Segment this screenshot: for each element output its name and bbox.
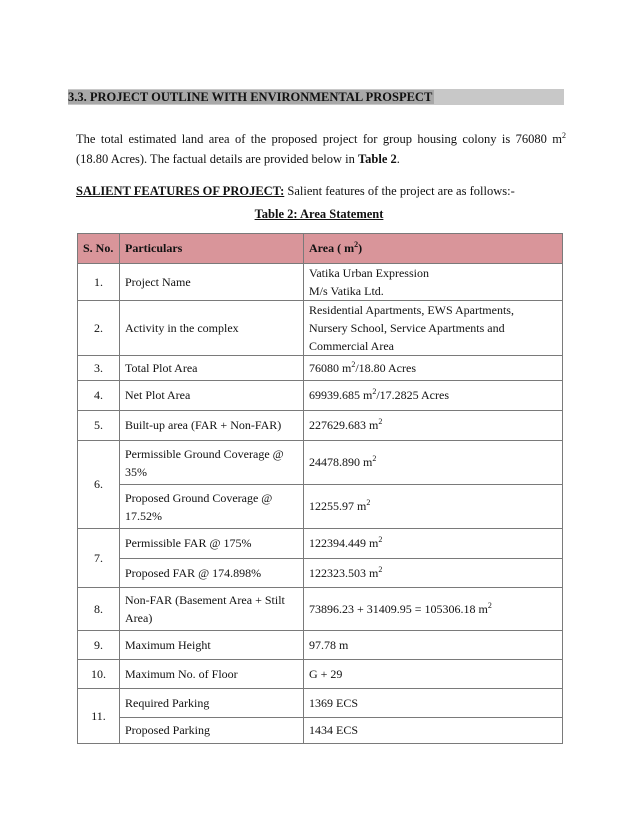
- table-caption: Table 2: Area Statement: [254, 207, 384, 221]
- table-row: 10. Maximum No. of Floor G + 29: [78, 660, 563, 689]
- table-row: 8. Non-FAR (Basement Area + Stilt Area) 73896.23 + 31409.95 = 105306.18 $m^2$: [78, 588, 563, 631]
- salient-features-line: SALIENT FEATURES OF PROJECT: Salient features of the project are as follows:-: [76, 184, 515, 198]
- area-statement-table: [77, 233, 563, 744]
- table-row: Proposed Parking 1434 ECS: [78, 718, 563, 744]
- salient-heading: SALIENT FEATURES OF PROJECT:: [76, 184, 285, 198]
- table-row: 6. Permissible Ground Coverage @ 35% 24478.890 $m^2$: [78, 441, 563, 485]
- section-heading: 3.3. PROJECT OUTLINE WITH ENVIRONMENTAL PROSPECT: [68, 89, 564, 105]
- table-row: 11. Required Parking 1369 ECS: [78, 689, 563, 718]
- table-row: 2. Activity in the complex Residential Apartments, EWS Apartments, Nursery School, Service Apartments and Commercial Area: [78, 301, 563, 356]
- table-header-row: [78, 234, 563, 264]
- intro-paragraph: The total estimated land area of the proposed project for group housing colony is 76080 $m^2$ (18.80 Acres). The factual details are provided below in Table 2.: [76, 130, 566, 166]
- table-row: 5. Built-up area (FAR + Non-FAR) 227629.683 $m^2$: [78, 411, 563, 441]
- header-area: Area ( $m^2$): [304, 234, 563, 264]
- table-row: Proposed FAR @ 174.898% 122323.503 $m^2$: [78, 559, 563, 588]
- header-sno: S. No.: [78, 234, 120, 264]
- table-row: 4. Net Plot Area 69939.685 $m^2/17.2825$ Acres: [78, 381, 563, 411]
- table-row: 3. Total Plot Area 76080 $m^2/18.80$ Acres: [78, 356, 563, 381]
- table-row: 9. Maximum Height 97.78 m: [78, 631, 563, 660]
- header-particulars: Particulars: [120, 234, 304, 264]
- table-row: 1. Project Name Vatika Urban Expression M/s Vatika Ltd.: [78, 264, 563, 301]
- table-row: 7. Permissible FAR @ 175% 122394.449 $m^2$: [78, 529, 563, 559]
- table-row: Proposed Ground Coverage @ 17.52% 12255.97 $m^2$: [78, 485, 563, 529]
